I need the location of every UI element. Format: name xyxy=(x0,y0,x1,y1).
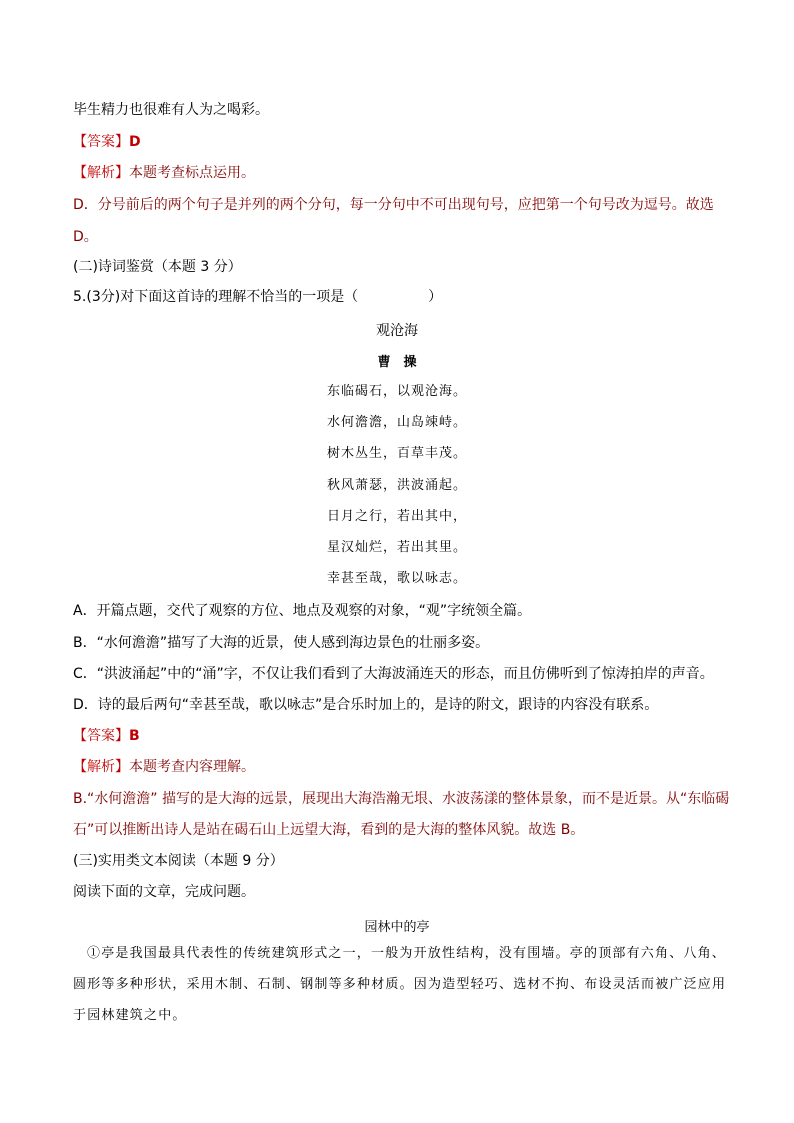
explanation-line: 石”可以推断出诗人是站在碣石山上远望大海，看到的是大海的整体风貌。故选 B。 xyxy=(73,822,585,838)
answer-value: D xyxy=(129,134,141,150)
answer-label: 【答案】 xyxy=(73,728,129,744)
instruction-text: 阅读下面的文章，完成问题。 xyxy=(73,884,255,900)
article-paragraph: ①亭是我国最具代表性的传统建筑形式之一，一般为开放性结构，没有围墙。亭的顶部有六角、八角、圆形等多种形状，采用木制、石制、钢制等多种材质。因为造型轻巧、选材不拘、布设灵活而被广泛应用于园林建筑之中。 xyxy=(73,946,727,1023)
answer-line xyxy=(73,133,141,151)
option-c: C．“洪波涌起”中的“涌”字，不仅让我们看到了大海波涌连天的形态，而且仿佛听到了惊涛拍岸的声音。 xyxy=(73,666,714,682)
explanation-line: B.“水何澹澹” 描写的是大海的远景，展现出大海浩瀚无垠、水波荡漾的整体景象，而不是近景。从“东临碣 xyxy=(73,791,730,807)
explanation-line: D．分号前后的两个句子是并列的两个分句，每一分句中不可出现句号，应把第一个句号改为逗号。故选 xyxy=(73,197,714,213)
poem-verse: 水何澹澹，山岛竦峙。 xyxy=(326,415,467,430)
poem-verse: 东临碣石，以观沧海。 xyxy=(326,384,467,399)
section-heading: (二)诗词鉴赏（本题 3 分） xyxy=(73,259,242,275)
section-heading: (三)实用类文本阅读（本题 9 分） xyxy=(73,853,284,869)
question-stem: 5.(3分)对下面这首诗的理解不恰当的一项是（ ） xyxy=(73,289,443,305)
answer-label: 【答案】 xyxy=(73,134,129,150)
option-a: A．开篇点题，交代了观察的方位、地点及观察的对象，“观”字统领全篇。 xyxy=(73,603,532,619)
option-b: B．“水何澹澹”描写了大海的近景，使人感到海边景色的壮丽多姿。 xyxy=(73,635,490,651)
article-title: 园林中的亭 xyxy=(364,920,430,935)
poem-verse: 幸甚至哉，歌以咏志。 xyxy=(326,571,467,586)
poem-verse: 日月之行，若出其中， xyxy=(326,509,467,524)
analysis-label: 【解析】 xyxy=(73,165,129,181)
poem-verse: 星汉灿烂，若出其里。 xyxy=(326,540,467,555)
analysis-label: 【解析】 xyxy=(73,759,129,775)
poem-verse: 秋风萧瑟，洪波涌起。 xyxy=(326,478,467,493)
analysis-line xyxy=(73,758,255,776)
poem-verse: 树木丛生，百草丰茂。 xyxy=(326,446,467,461)
analysis-line xyxy=(73,164,255,182)
answer-value: B xyxy=(129,728,140,744)
analysis-text: 本题考查内容理解。 xyxy=(129,759,255,775)
poem-author: 曹 操 xyxy=(377,355,417,370)
option-d: D．诗的最后两句“幸甚至哉，歌以咏志”是合乐时加上的，是诗的附文，跟诗的内容没有联系。 xyxy=(73,697,659,713)
explanation-line: D。 xyxy=(73,229,98,245)
poem-title: 观沧海 xyxy=(376,323,418,339)
answer-line xyxy=(73,727,140,745)
analysis-text: 本题考查标点运用。 xyxy=(129,165,255,181)
text-line: 毕生精力也很难有人为之喝彩。 xyxy=(73,102,269,118)
